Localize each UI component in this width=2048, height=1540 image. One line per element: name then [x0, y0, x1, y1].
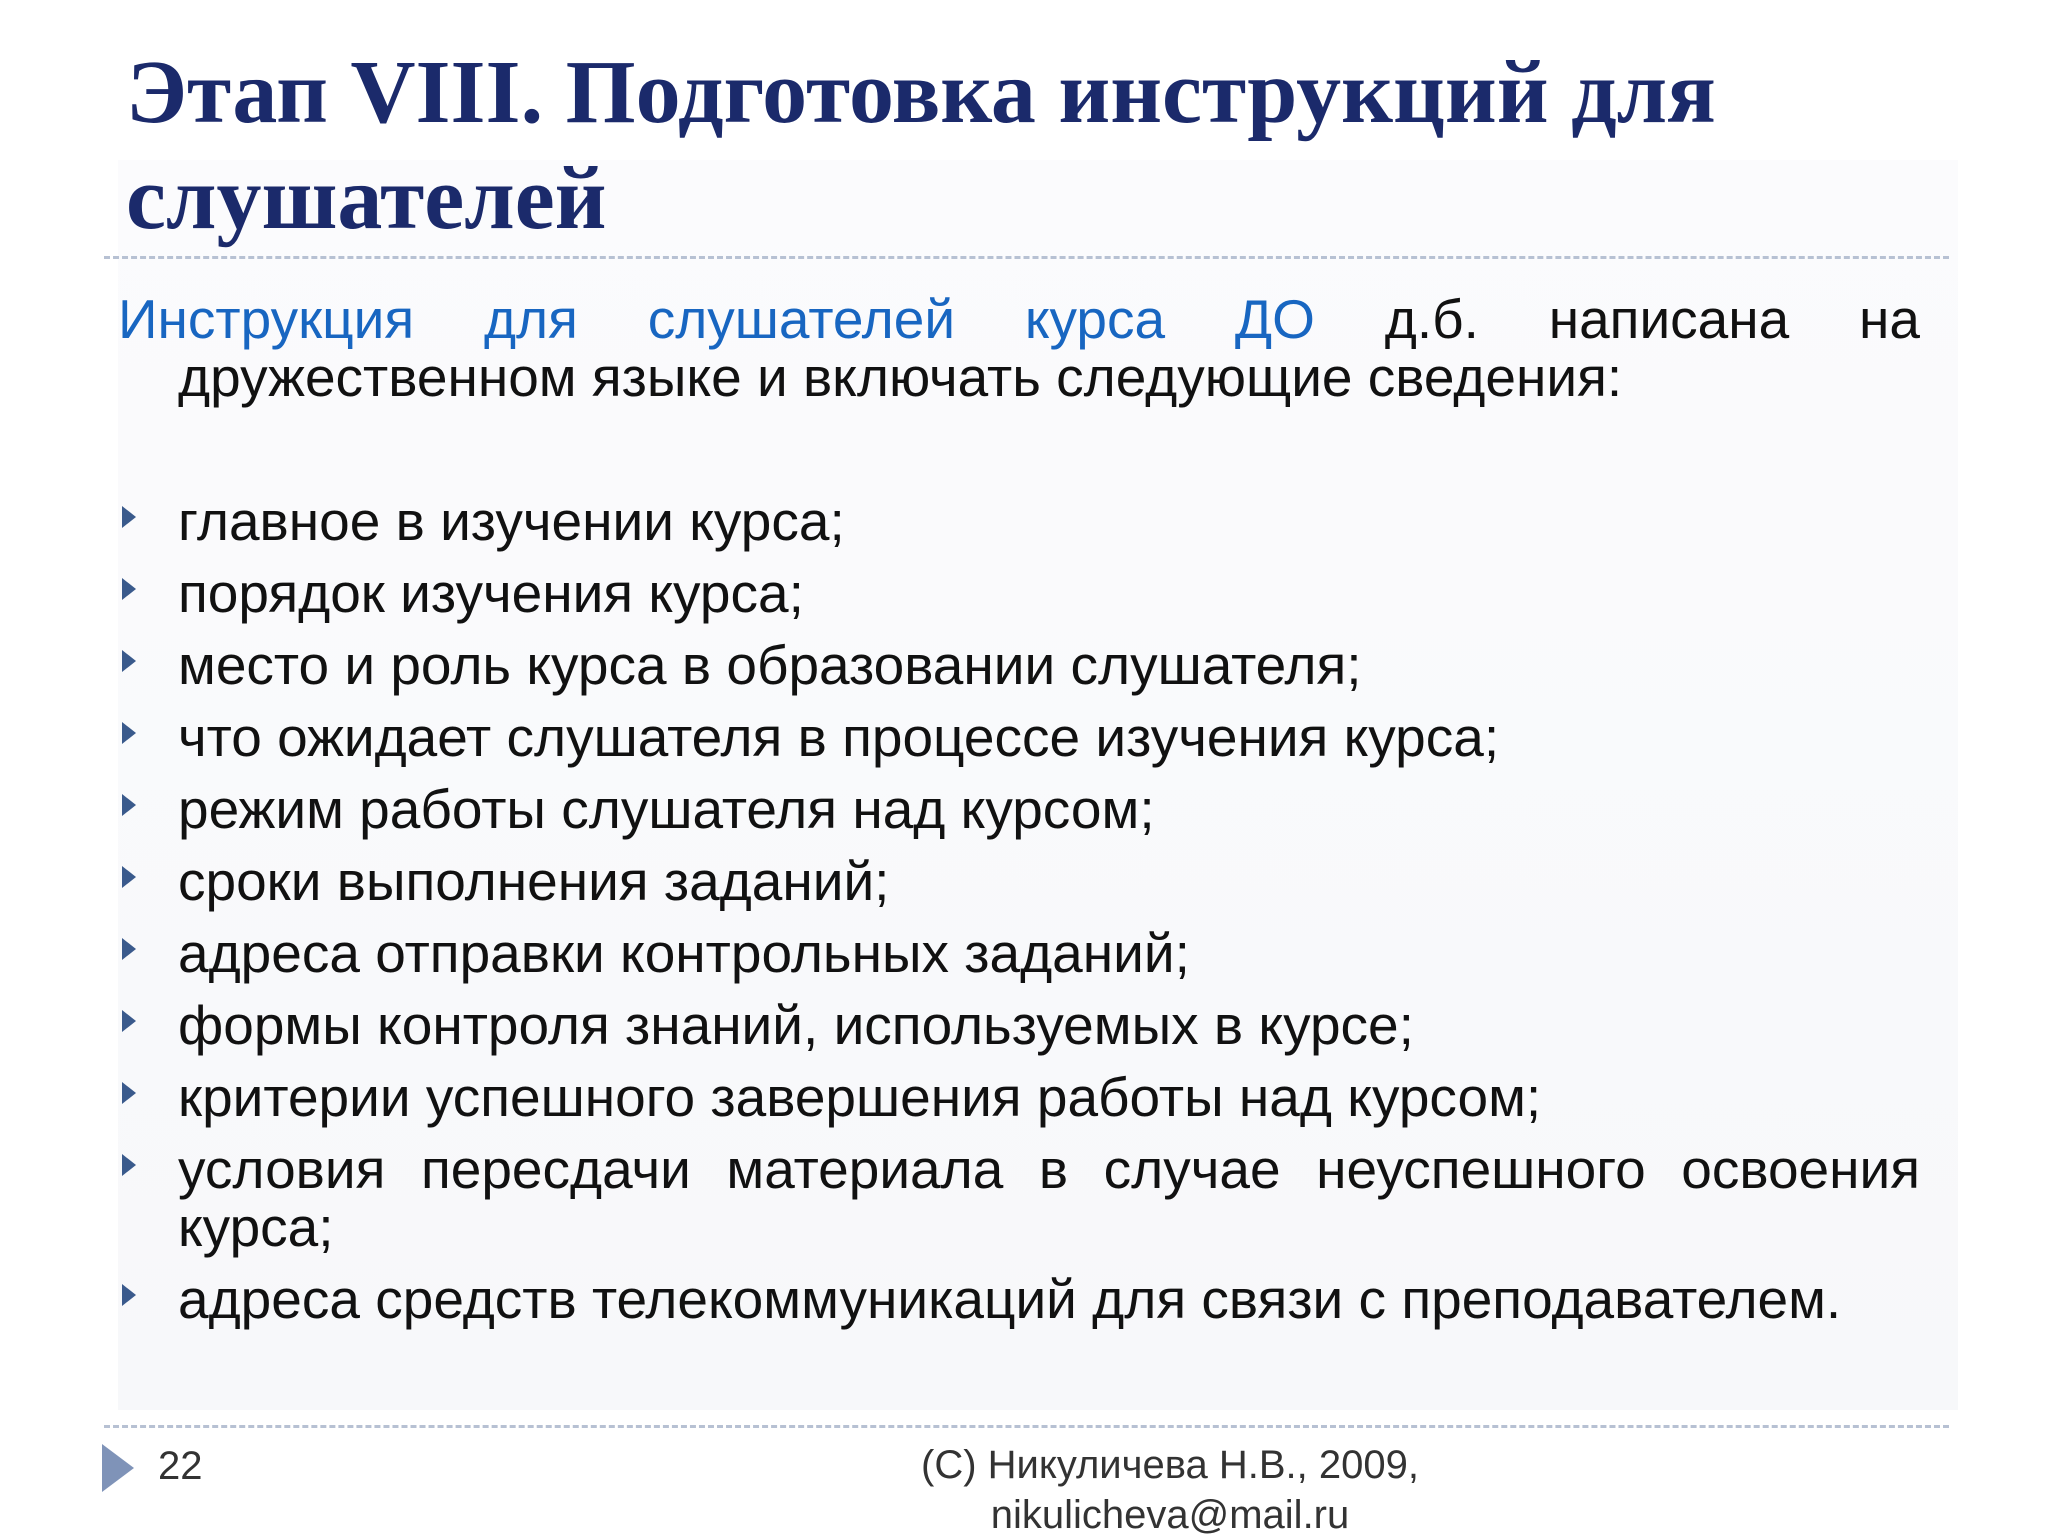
list-item-text: сроки выполнения заданий;	[178, 850, 890, 912]
footer-divider	[104, 1425, 1949, 1428]
list-item	[118, 996, 1920, 1054]
list-item-text: режим работы слушателя над курсом;	[178, 778, 1155, 840]
list-item	[118, 1270, 1920, 1328]
list-item	[118, 636, 1920, 694]
intro-paragraph	[118, 290, 1920, 406]
list-item	[118, 564, 1920, 622]
bullet-triangle-icon	[122, 1082, 136, 1104]
list-item	[118, 924, 1920, 982]
bullet-triangle-icon	[122, 722, 136, 744]
list-item	[118, 1068, 1920, 1126]
intro-continuation: дружественном языке и включать следующие сведения:	[178, 346, 1623, 408]
list-item	[118, 708, 1920, 766]
intro-lead-line	[118, 290, 1920, 348]
list-item-text: что ожидает слушателя в процессе изучения курса;	[178, 706, 1500, 768]
bullet-triangle-icon	[122, 650, 136, 672]
list-item	[118, 492, 1920, 550]
intro-highlight: Инструкция для слушателей курса ДО	[118, 288, 1315, 350]
bullet-list	[118, 492, 1920, 1342]
list-item-text: адреса отправки контрольных заданий;	[178, 922, 1190, 984]
list-item-text: место и роль курса в образовании слушателя;	[178, 634, 1362, 696]
list-item-text: условия пересдачи материала в случае неуспешного освоения курса;	[178, 1138, 1920, 1258]
next-slide-arrow-icon	[102, 1444, 134, 1492]
slide-title: Этап VIII. Подготовка инструкций для слушателей	[126, 43, 1716, 248]
list-item	[118, 852, 1920, 910]
intro-lead-rest: д.б. написана на	[1314, 288, 1920, 350]
list-item-text: формы контроля знаний, используемых в курсе;	[178, 994, 1414, 1056]
list-item-text: критерии успешного завершения работы над курсом;	[178, 1066, 1542, 1128]
list-item-text: порядок изучения курса;	[178, 562, 804, 624]
bullet-triangle-icon	[122, 938, 136, 960]
credit-line-author: (C) Никуличева Н.В., 2009,	[921, 1443, 1419, 1487]
list-item	[118, 1140, 1920, 1256]
bullet-triangle-icon	[122, 866, 136, 888]
bullet-triangle-icon	[122, 1154, 136, 1176]
list-item-text: главное в изучении курса;	[178, 490, 845, 552]
list-item-text: адреса средств телекоммуникаций для связи с преподавателем.	[178, 1268, 1842, 1330]
bullet-triangle-icon	[122, 1284, 136, 1306]
bullet-triangle-icon	[122, 1010, 136, 1032]
page-number: 22	[158, 1444, 203, 1488]
title-divider	[104, 256, 1949, 259]
footer-credit	[880, 1440, 1460, 1540]
list-item	[118, 780, 1920, 838]
bullet-triangle-icon	[122, 506, 136, 528]
bullet-triangle-icon	[122, 578, 136, 600]
credit-line-email: nikulicheva@mail.ru	[990, 1493, 1350, 1537]
bullet-triangle-icon	[122, 794, 136, 816]
